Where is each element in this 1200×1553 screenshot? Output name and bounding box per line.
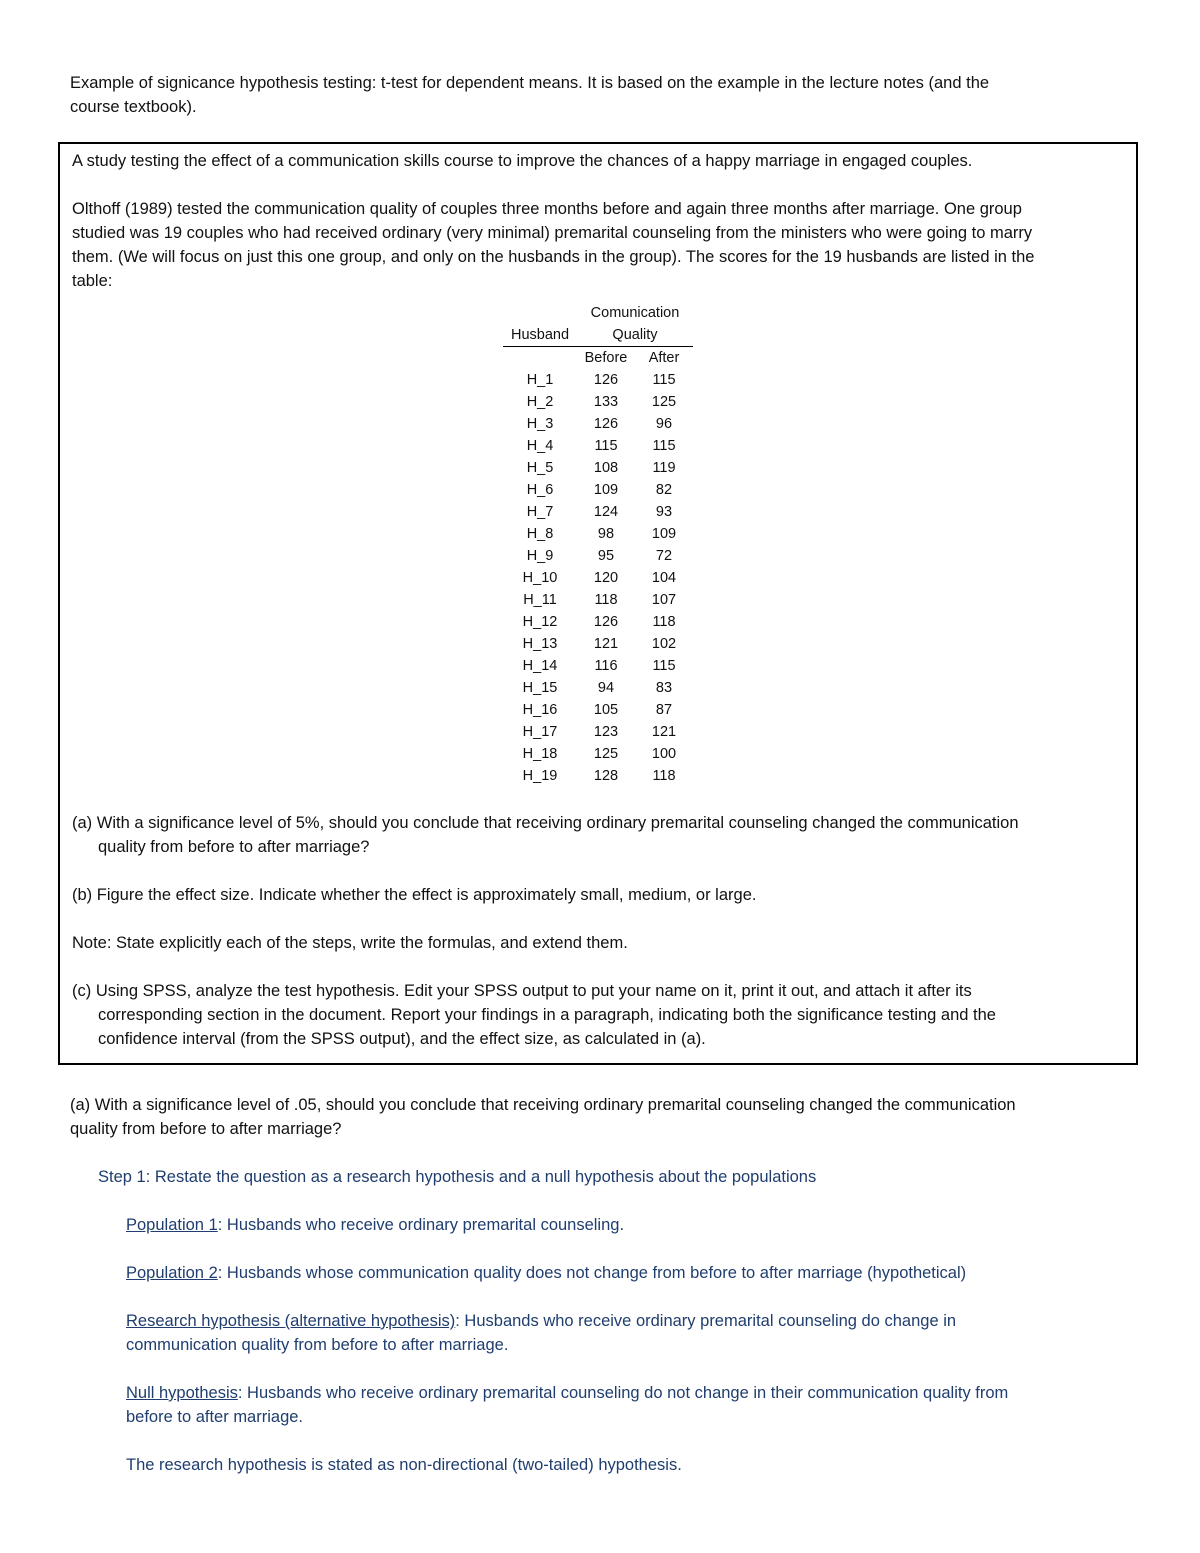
husband-id-cell: H_11 [523, 592, 557, 608]
before-score-cell: 98 [597, 526, 615, 542]
table-row [503, 721, 693, 743]
question-a-line-1: (a) With a significance level of 5%, should you conclude that receiving ordinary premarital counseling changed the communication [72, 814, 1019, 832]
population-2-label: Population 2 [126, 1264, 218, 1282]
table-header-row-1 [503, 302, 693, 324]
group-header-line-2: Quality [577, 324, 693, 347]
question-a [72, 811, 1124, 859]
research-hypothesis [70, 1309, 1130, 1357]
after-score-cell: 104 [651, 570, 677, 586]
after-score-cell: 82 [655, 482, 673, 498]
before-score-cell: 105 [593, 702, 619, 718]
population-1 [70, 1213, 1130, 1237]
after-score-cell: 125 [651, 394, 677, 410]
table-header-row-2 [503, 324, 693, 347]
question-a-line-2: quality from before to after marriage? [98, 838, 370, 856]
before-score-cell: 125 [593, 746, 619, 762]
before-score-cell: 133 [593, 394, 619, 410]
before-score-cell: 109 [593, 482, 619, 498]
husband-id-cell: H_14 [522, 658, 558, 674]
population-1-label: Population 1 [126, 1216, 218, 1234]
after-score-cell: 118 [652, 614, 676, 630]
table-row [503, 699, 693, 721]
before-score-cell: 120 [593, 570, 619, 586]
after-score-cell: 115 [652, 372, 676, 388]
intro-line-1: Example of signicance hypothesis testing: t-test for dependent means. It is based on the example in the lecture notes (and the [70, 74, 990, 92]
after-score-cell: 96 [655, 416, 673, 432]
answer-section [70, 1093, 1130, 1477]
after-score-cell: 83 [655, 680, 673, 696]
table-row [503, 765, 693, 787]
problem-title: A study testing the effect of a communication skills course to improve the chances of a happy marriage in engaged couples. [72, 152, 973, 170]
table-row [503, 413, 693, 435]
table-row [503, 391, 693, 413]
population-1-text: : Husbands who receive ordinary premarital counseling. [217, 1216, 625, 1234]
after-header: After [648, 350, 680, 366]
null-hypothesis-label: Null hypothesis [126, 1384, 238, 1402]
population-2 [70, 1261, 1130, 1285]
problem-paragraph-line-2: studied was 19 couples who had received ordinary (very minimal) premarital counseling from the ministers who were going to marry [72, 224, 1033, 242]
before-score-cell: 124 [593, 504, 619, 520]
table-row [503, 479, 693, 501]
question-c [72, 979, 1124, 1051]
question-c-line-3: confidence interval (from the SPSS output), and the effect size, as calculated in (a). [98, 1030, 706, 1048]
problem-paragraph [72, 197, 1124, 293]
null-hypothesis [70, 1381, 1130, 1429]
research-hypothesis-label: Research hypothesis (alternative hypothesis) [126, 1312, 456, 1330]
group-header-line-1: Comunication [590, 305, 680, 321]
before-score-cell: 116 [594, 658, 618, 674]
husband-id-cell: H_3 [526, 416, 554, 432]
before-score-cell: 123 [593, 724, 619, 740]
husband-id-cell: H_2 [526, 394, 554, 410]
table-row [503, 567, 693, 589]
population-2-text: : Husbands whose communication quality does not change from before to after marriage (hypothetical) [217, 1264, 967, 1282]
problem-box [58, 142, 1138, 1065]
husband-id-cell: H_10 [522, 570, 558, 586]
before-score-cell: 128 [593, 768, 619, 784]
husband-id-cell: H_6 [526, 482, 554, 498]
table-row [503, 369, 693, 391]
after-score-cell: 72 [655, 548, 673, 564]
table-row [503, 435, 693, 457]
note-text: Note: State explicitly each of the steps, write the formulas, and extend them. [72, 934, 628, 952]
table-row [503, 523, 693, 545]
before-score-cell: 115 [594, 438, 618, 454]
step-1-heading: Step 1: Restate the question as a research hypothesis and a null hypothesis about the populations [98, 1168, 817, 1186]
table-row [503, 589, 693, 611]
husband-id-cell: H_15 [522, 680, 558, 696]
before-score-cell: 121 [593, 636, 619, 652]
question-c-line-1: (c) Using SPSS, analyze the test hypothesis. Edit your SPSS output to put your name on it, print it out, and attach it after its [72, 982, 972, 1000]
null-hypothesis-text-line-2: before to after marriage. [126, 1408, 304, 1426]
table-row [503, 633, 693, 655]
table-row [503, 677, 693, 699]
after-score-cell: 115 [652, 438, 676, 454]
husband-id-cell: H_17 [522, 724, 558, 740]
husband-header: Husband [503, 324, 577, 347]
after-score-cell: 115 [652, 658, 676, 674]
before-score-cell: 108 [593, 460, 619, 476]
research-hypothesis-text-line-1: : Husbands who receive ordinary premarital counseling do change in [455, 1312, 957, 1330]
husband-id-cell: H_16 [522, 702, 558, 718]
answer-question-a-line-2: quality from before to after marriage? [70, 1120, 342, 1138]
problem-paragraph-line-1: Olthoff (1989) tested the communication quality of couples three months before and again three months after marriage. One group [72, 200, 1022, 218]
after-score-cell: 119 [652, 460, 676, 476]
husband-id-cell: H_7 [526, 504, 554, 520]
answer-question-a [70, 1093, 1130, 1141]
before-score-cell: 126 [593, 372, 619, 388]
after-score-cell: 107 [651, 592, 677, 608]
husband-id-cell: H_13 [522, 636, 558, 652]
table-row [503, 457, 693, 479]
before-score-cell: 126 [593, 614, 619, 630]
answer-question-a-line-1: (a) With a significance level of .05, should you conclude that receiving ordinary premarital counseling changed the communication [70, 1096, 1016, 1114]
table-row [503, 611, 693, 633]
before-score-cell: 126 [593, 416, 619, 432]
husband-id-cell: H_4 [526, 438, 554, 454]
husband-id-cell: H_12 [522, 614, 558, 630]
problem-paragraph-line-3: them. (We will focus on just this one group, and only on the husbands in the group). The scores for the 19 husbands are listed in the [72, 248, 1035, 266]
non-directional-statement: The research hypothesis is stated as non-directional (two-tailed) hypothesis. [126, 1456, 682, 1474]
intro-text [70, 71, 1130, 119]
before-header: Before [584, 350, 628, 366]
table-row [503, 501, 693, 523]
research-hypothesis-text-line-2: communication quality from before to after marriage. [126, 1336, 509, 1354]
after-score-cell: 102 [651, 636, 677, 652]
husband-id-cell: H_9 [526, 548, 554, 564]
after-score-cell: 100 [651, 746, 677, 762]
table-row [503, 545, 693, 567]
table-row [503, 655, 693, 677]
before-score-cell: 118 [594, 592, 618, 608]
question-b: (b) Figure the effect size. Indicate whether the effect is approximately small, medium, or large. [72, 886, 757, 904]
scores-table [503, 302, 693, 787]
husband-id-cell: H_19 [522, 768, 558, 784]
husband-id-cell: H_18 [522, 746, 558, 762]
after-score-cell: 121 [651, 724, 677, 740]
after-score-cell: 118 [652, 768, 676, 784]
question-c-line-2: corresponding section in the document. Report your findings in a paragraph, indicating both the significance testing and the [98, 1006, 996, 1024]
husband-id-cell: H_8 [526, 526, 554, 542]
null-hypothesis-text-line-1: : Husbands who receive ordinary premarital counseling do not change in their communication quality from [237, 1384, 1009, 1402]
after-score-cell: 109 [651, 526, 677, 542]
table-row [503, 743, 693, 765]
problem-paragraph-line-4: table: [72, 272, 113, 290]
before-score-cell: 95 [597, 548, 615, 564]
husband-id-cell: H_1 [526, 372, 554, 388]
table-header-row-3 [503, 347, 693, 370]
before-score-cell: 94 [597, 680, 615, 696]
after-score-cell: 93 [655, 504, 673, 520]
intro-line-2: course textbook). [70, 98, 197, 116]
husband-id-cell: H_5 [526, 460, 554, 476]
after-score-cell: 87 [655, 702, 673, 718]
